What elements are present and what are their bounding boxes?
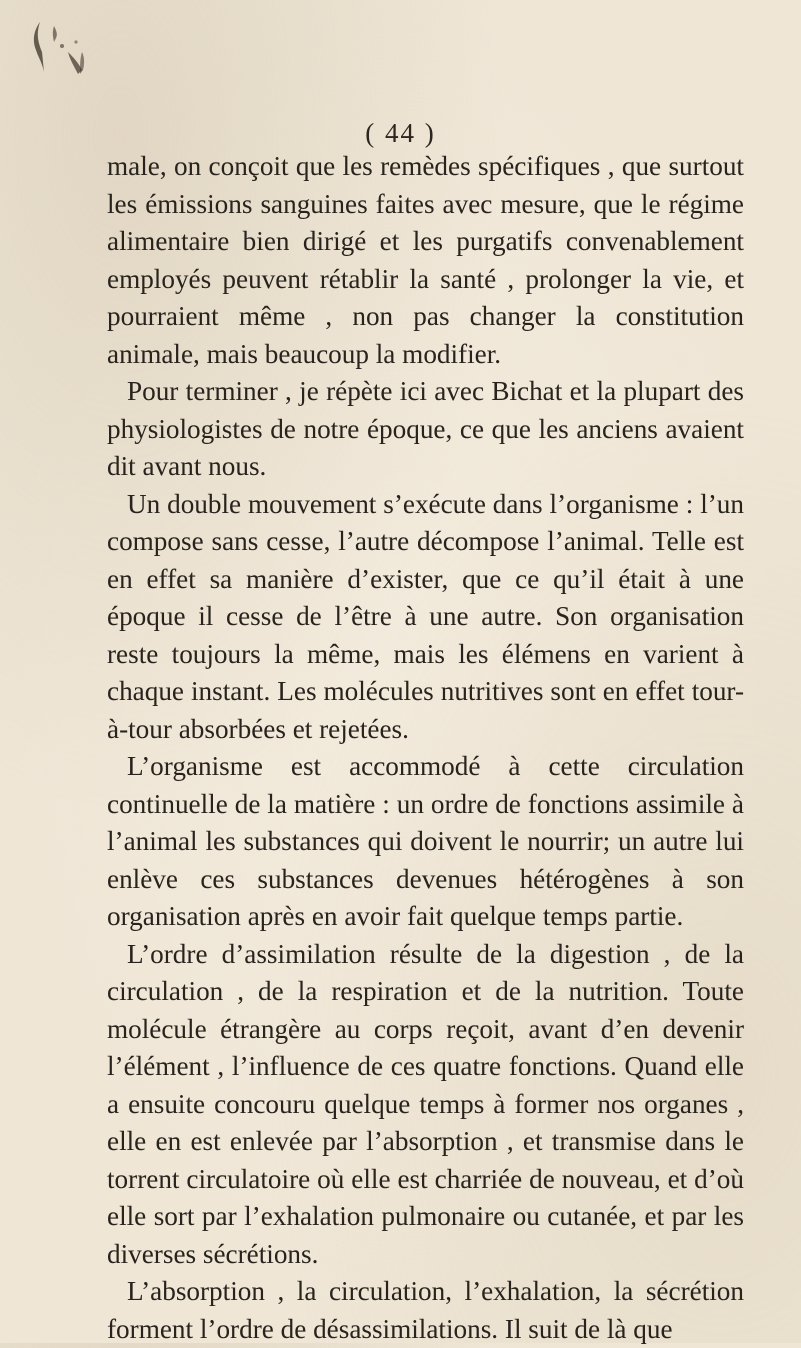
paragraph: male, on conçoit que les remèdes spécifiques , que surtout les émissions sanguines faites avec mesure, que le régime alimentaire bien dirigé et les purgatifs convenablement employés peuvent rétablir la santé , prolonger la vie, et pourraient même , non pas changer la constitution animale, mais beaucoup la modifier.	[107, 151, 744, 369]
paragraph: L’ordre d’assimilation résulte de la digestion , de la circulation , de la respiration et de la nutrition. Toute molécule étrangère au corps reçoit, avant d’en devenir l’élément , l’influence de ces quatre fonctions. Quand elle a ensuite concouru quelque temps à former nos organes , elle en est enlevée par l’absorption , et transmise dans le torrent circulatoire où elle est charriée de nouveau, et d’où elle sort par l’exhalation pulmonaire ou cutanée, et par les diverses sécrétions.	[107, 938, 744, 1269]
paragraph: Un double mouvement s’exécute dans l’organisme : l’un compose sans cesse, l’autre décompose l’animal. Telle est en effet sa manière d’exister, que ce qu’il était à une époque il cesse de l’être à une autre. Son organisation reste toujours la même, mais les élémens en varient à chaque instant. Les molécules nutritives sont en effet tour-à-tour absorbées et rejetées.	[107, 488, 744, 744]
ink-stain-decoration	[18, 12, 108, 92]
paragraph: L’absorption , la circulation, l’exhalation, la sécrétion forment l’ordre de désassimilations. Il suit de là que	[107, 1276, 744, 1344]
paragraph: Pour terminer , je répète ici avec Bichat et la plupart des physiologistes de notre époque, ce que les anciens avaient dit avant nous.	[107, 376, 744, 481]
body-text	[107, 148, 744, 1348]
page-number: ( 44 )	[365, 118, 436, 148]
paragraph: L’organisme est accommodé à cette circulation continuelle de la matière : un ordre de fonctions assimile à l’animal les substances qui doivent le nourrir; un autre lui enlève ces substances devenues hétérogènes à son organisation après en avoir fait quelque temps partie.	[107, 751, 744, 931]
